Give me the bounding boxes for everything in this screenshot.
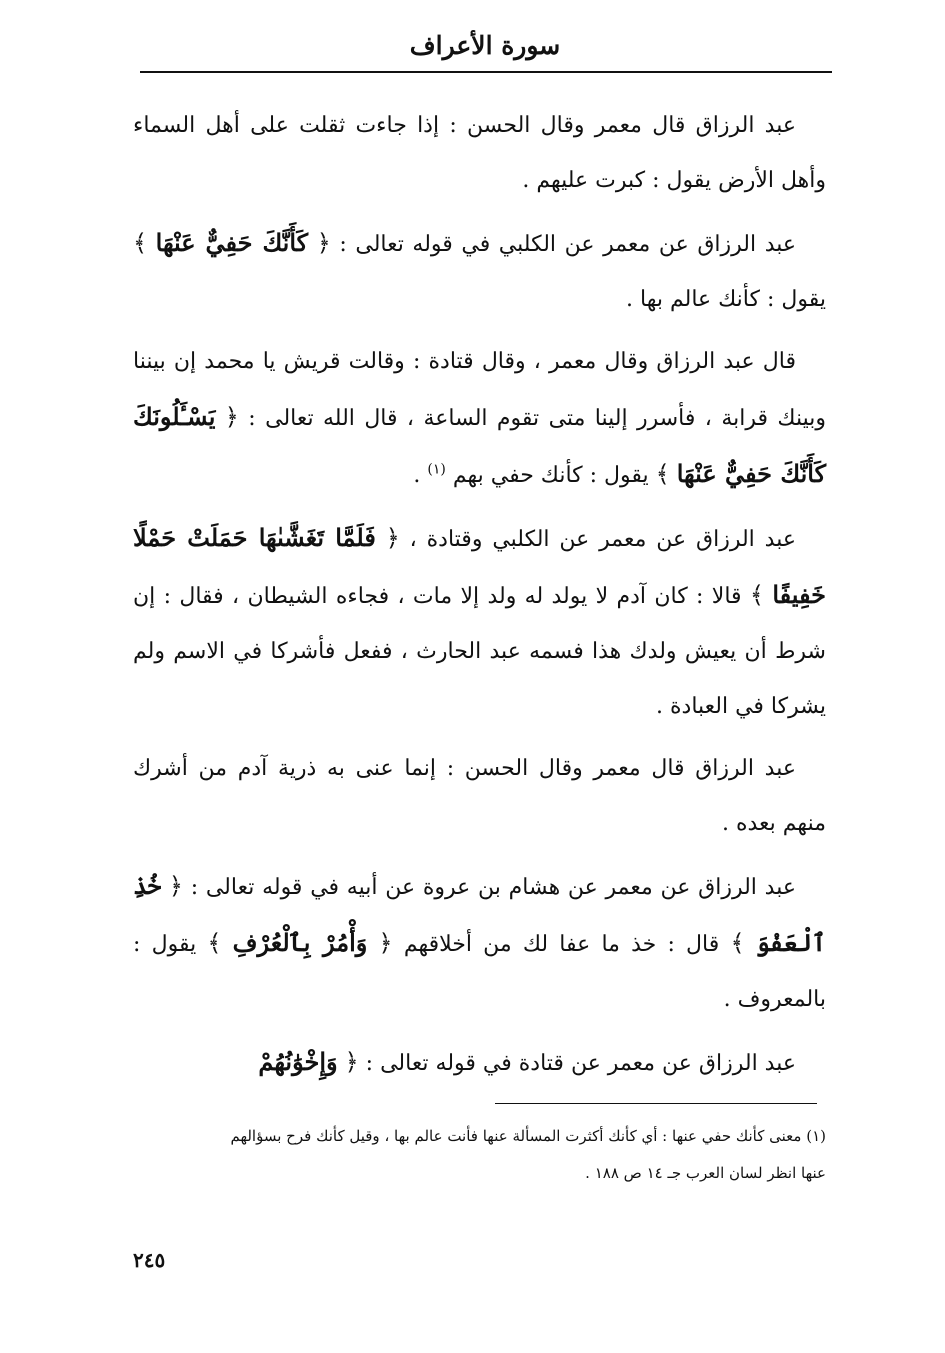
quran-quote: يَسْـَٔلُونَكَ كَأَنَّكَ حَفِيٌّ عَنْهَا (133, 402, 826, 488)
ornate-bracket-open: ﴿ (224, 403, 239, 431)
footnote-line: عنها انظر لسان العرب جـ ١٤ ص ١٨٨ . (585, 1164, 826, 1182)
quran-quote: وَأْمُرْ بِٱلْعُرْفِ (232, 928, 368, 957)
quran-quote: وَإِخْوَٰنُهُمْ (258, 1047, 338, 1076)
header-divider (140, 71, 832, 73)
paragraph-text: قال : خذ ما عفا لك من أخلاقهم (403, 932, 720, 957)
ornate-bracket-open: ﴿ (378, 929, 393, 957)
page-number: ٢٤٥ (133, 1248, 166, 1272)
paragraph-text: يقول : بالمعروف . (133, 932, 826, 1012)
paragraph-5 (133, 741, 826, 851)
paragraph-text: يقول : كأنك حفي بهم (452, 463, 649, 488)
paragraph-text: قالا : كان آدم لا يولد له ولد إلا مات ، فجاءه الشيطان ، فقال : إن شرط أن يعيش ولدك هذا فسمه عبد الحارث ، ففعل فأشركا في الاسم ولم يشركا في العبادة . (133, 584, 826, 719)
paragraph-2 (133, 215, 826, 327)
ornate-bracket-close: ﴾ (133, 229, 148, 257)
ornate-bracket-open: ﴿ (168, 872, 183, 900)
paragraph-text: قال عبد الرزاق وقال معمر ، وقال قتادة : وقالت قريش يا محمد إن بيننا وبينك قرابة ، فأسرر إلينا متى تقوم الساعة ، قال الله تعالى : (133, 349, 826, 431)
main-text (133, 98, 826, 1098)
paragraph-3 (133, 334, 826, 503)
paragraph-text: عبد الرزاق عن معمر عن الكلبي وقتادة ، (409, 527, 796, 552)
paragraph-7 (133, 1034, 826, 1091)
ornate-bracket-open: ﴿ (385, 524, 400, 552)
paragraph-text: عبد الرزاق قال معمر وقال الحسن : إنما عنى به ذرية آدم من أشرك منهم بعده . (133, 756, 826, 836)
ornate-bracket-close: ﴾ (655, 460, 670, 488)
paragraph-text: عبد الرزاق عن معمر عن هشام بن عروة عن أبيه في قوله تعالى : (190, 875, 796, 900)
paragraph-6 (133, 858, 826, 1027)
paragraph-text: يقول : كأنك عالم بها . (626, 287, 826, 312)
quran-quote: فَلَمَّا تَغَشَّىٰهَا حَمَلَتْ حَمْلًا خَفِيفًا (133, 523, 827, 609)
paragraph-end: . (413, 463, 421, 488)
paragraph-text: عبد الرزاق عن معمر عن الكلبي في قوله تعالى : (339, 232, 797, 257)
footnote (130, 1118, 826, 1192)
paragraph-4 (133, 510, 826, 734)
quran-quote: كَأَنَّكَ حَفِيٌّ عَنْهَا (155, 228, 309, 257)
footnote-reference[interactable]: (١) (427, 461, 446, 478)
paragraph-text: عبد الرزاق قال معمر وقال الحسن : إذا جاءت ثقلت على أهل السماء وأهل الأرض يقول : كبرت عليهم . (133, 113, 826, 193)
paragraph-1 (133, 98, 826, 208)
paragraph-text: عبد الرزاق عن معمر عن قتادة في قوله تعالى : (365, 1051, 796, 1076)
ornate-bracket-close: ﴾ (749, 581, 764, 609)
quran-quote: خُذِ ٱلْعَفْوَ (133, 871, 827, 957)
ornate-bracket-open: ﴿ (344, 1048, 359, 1076)
ornate-bracket-close: ﴾ (207, 929, 222, 957)
footnote-line: (١) معنى كأنك حفي عنها : أي كأنك أكثرت المسألة عنها فأنت عالم بها ، وقيل كأنك فرح بسؤالهم (230, 1127, 826, 1145)
ornate-bracket-open: ﴿ (316, 229, 331, 257)
footnote-divider (495, 1103, 817, 1104)
page-header-title: سورة الأعراف (409, 31, 561, 60)
ornate-bracket-close: ﴾ (730, 929, 745, 957)
